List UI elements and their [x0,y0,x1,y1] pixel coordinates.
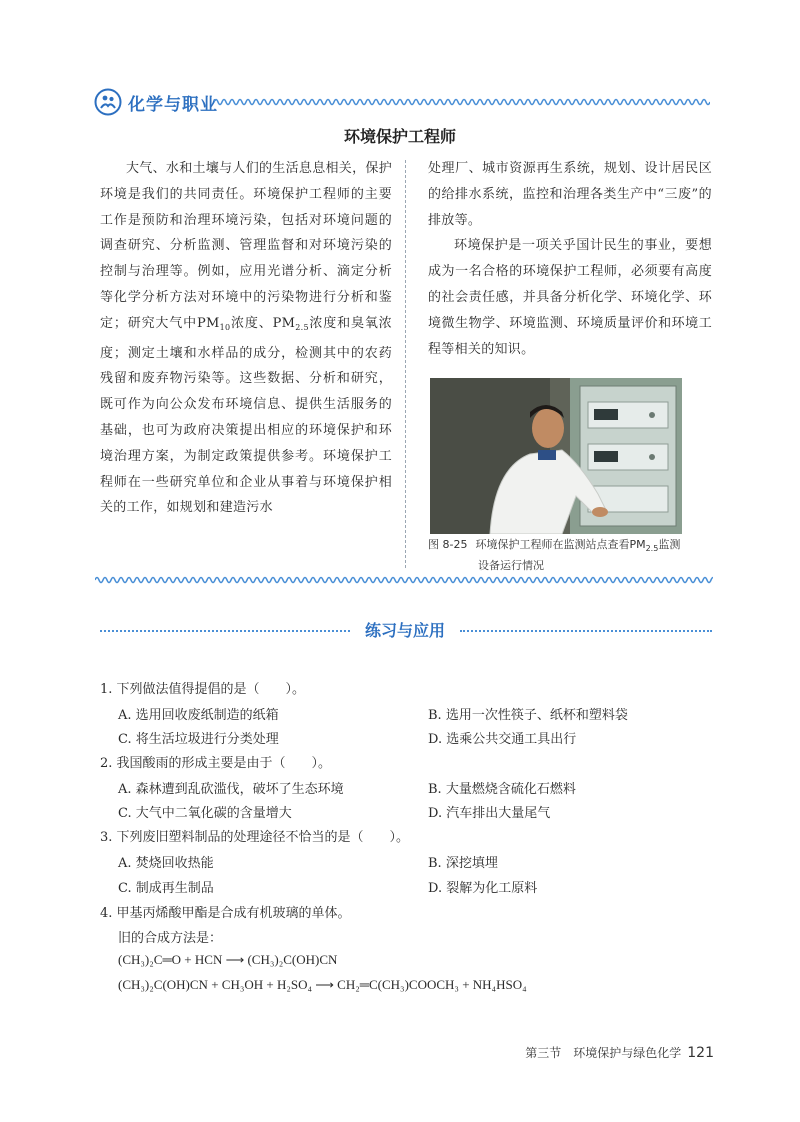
q3-option-b: B. 深挖填埋 [428,856,498,871]
atom-people-icon [94,88,122,116]
q4-old-method-label: 旧的合成方法是： [118,931,223,946]
q3-option-c: C. 制成再生制品 [118,881,214,896]
page-number: 121 [687,1045,714,1061]
q2-option-d: D. 汽车排出大量尾气 [428,806,551,821]
q4-equation-1: (CH₃)₂C═O + HCN ⟶ (CH₃)₂C(OH)CN [118,952,338,967]
wavy-divider-bottom [95,574,713,586]
q3-option-d: D. 裂解为化工原料 [428,881,538,896]
page-footer [500,1044,714,1061]
q1-option-a: A. 选用回收废纸制造的纸箱 [118,708,279,723]
article-paragraph: 大气、水和土壤与人们的生活息息相关，保护环境是我们的共同责任。环境保护工程师的主要工作是预防和治理环境污染，包括对环境问题的调查研究、分析监测、管理监督和对环境污染的控制与治理等。例如，应用光谱分析、滴定分析等化学分析方法对环境中的污染物进行分析和鉴定；研究大气中$PM_{10}$浓度、$PM_{2.5}$浓度和臭氧浓度；测定土壤和水样品的成分，检测其中的农药残留和废弃物污染等。这些数据、分析和研究，既可作为向公众发布环境信息、提供生活服务的基础，也可为政府决策提出相应的环境保护和环境治理方案，为制定政策提供参考。环境保护工程师在一些研究单位和企业从事着与环境保护相关的工作，如规划和建造污水 [100,161,393,516]
article-paragraph: 环境保护是一项关乎国计民生的事业，要想成为一名合格的环境保护工程师，必须要有高度的社会责任感，并具备分析化学、环境化学、环境微生物学、环境监测、环境质量评价和环境工程等相关的知识。 [428,238,712,357]
exercise-section-title: 练习与应用 [364,621,445,640]
dotted-rule-right [460,630,712,632]
wavy-divider-top [214,96,710,108]
q1-option-d: D. 选乘公共交通工具出行 [428,732,577,747]
question-1-stem: 1. 下列做法值得提倡的是（ ）。 [100,682,306,697]
q4-equation-2: (CH₃)₂C(OH)CN + CH₃OH + H₂SO₄ ⟶ CH₂═C(CH₃)COOCH₃ + NH₄HSO₄ [118,977,527,992]
dotted-rule-left [100,630,350,632]
article-title: 环境保护工程师 [343,127,456,146]
column-divider [405,160,406,568]
footer-section-title: 第三节 环境保护与绿色化学 [525,1046,682,1060]
question-3-stem: 3. 下列废旧塑料制品的处理途径不恰当的是（ ）。 [100,830,410,845]
caption-text-line2: 设备运行情况 [478,559,544,572]
q1-option-b: B. 选用一次性筷子、纸杯和塑料袋 [428,708,628,723]
question-2-stem: 2. 我国酸雨的形成主要是由于（ ）。 [100,756,332,771]
article-right-column [428,156,712,362]
article-paragraph: 处理厂、城市资源再生系统，规划、设计居民区的给排水系统，监控和治理各类生产中“三废”的排放等。 [428,161,712,228]
q2-option-a: A. 森林遭到乱砍滥伐，破坏了生态环境 [118,782,344,797]
article-left-column [100,156,392,521]
figure-caption: 图 8-25 环境保护工程师在监测站点查看$PM_{2.5}$监测 设备运行情况 [428,536,718,574]
q2-option-c: C. 大气中二氧化碳的含量增大 [118,806,292,821]
figure-number: 图 8-25 [428,538,468,551]
question-4-stem: 4. 甲基丙烯酸甲酯是合成有机玻璃的单体。 [100,906,351,921]
q1-option-c: C. 将生活垃圾进行分类处理 [118,732,279,747]
q3-option-a: A. 焚烧回收热能 [118,856,214,871]
engineer-monitoring-photo [430,378,682,534]
q2-option-b: B. 大量燃烧含硫化石燃料 [428,782,576,797]
caption-text: 环境保护工程师在监测站点查看 [475,538,630,551]
section-header-title: 化学与职业 [128,95,218,115]
